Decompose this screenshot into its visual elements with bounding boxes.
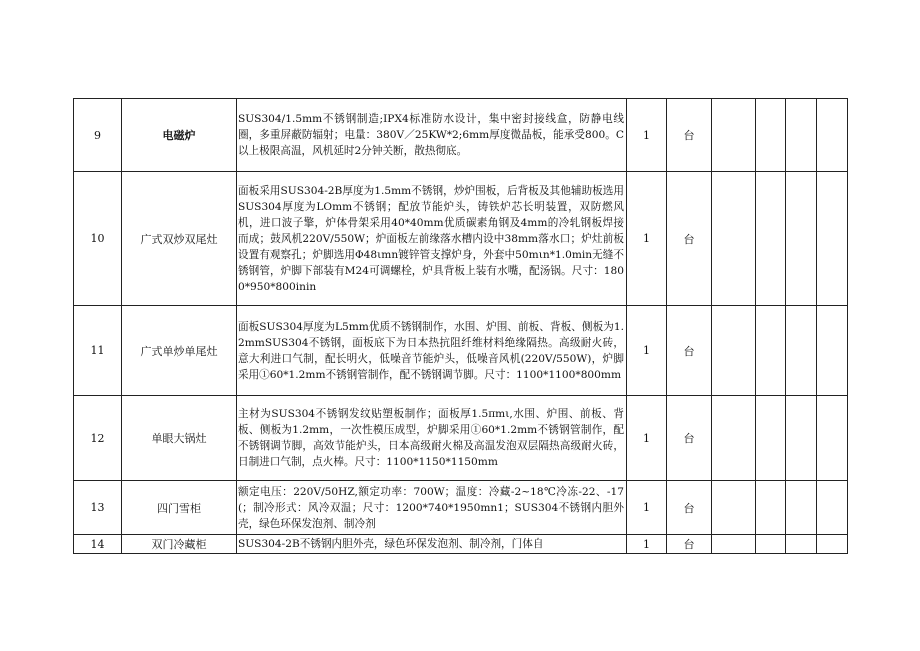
- empty-cell: [786, 481, 817, 535]
- empty-cell: [756, 535, 786, 554]
- item-number: 11: [74, 306, 122, 396]
- equipment-spec-table: [73, 98, 848, 554]
- table-row: [74, 306, 848, 396]
- table-row: [74, 172, 848, 306]
- item-name: 四门雪柜: [122, 481, 237, 535]
- empty-cell: [817, 99, 848, 172]
- item-number: 14: [74, 535, 122, 554]
- item-quantity: 1: [627, 99, 667, 172]
- item-name: 广式双炒双尾灶: [122, 172, 237, 306]
- empty-cell: [786, 172, 817, 306]
- empty-cell: [712, 535, 756, 554]
- empty-cell: [712, 306, 756, 396]
- item-unit: 台: [667, 99, 712, 172]
- item-number: 12: [74, 396, 122, 481]
- empty-cell: [756, 99, 786, 172]
- empty-cell: [712, 99, 756, 172]
- item-description: SUS304/1.5mm不锈钢制造;IPX4标准防水设计，集中密封接线盒，防静电线圈，多重屏蔽防辐射；电量：380V／25KW*2;6mm厚度微晶板，能承受800。C以上极限高温，风机延时2分钟关断，散热彻底。: [237, 99, 627, 172]
- empty-cell: [712, 396, 756, 481]
- empty-cell: [817, 396, 848, 481]
- empty-cell: [817, 481, 848, 535]
- table-row: [74, 396, 848, 481]
- empty-cell: [786, 99, 817, 172]
- item-unit: 台: [667, 172, 712, 306]
- item-number: 10: [74, 172, 122, 306]
- item-description: 面板SUS304厚度为L5mm优质不锈钢制作，水围、炉围、前板、背板、侧板为1.2mmSUS304不锈钢，面板底下为日本热抗阻纤维材料绝缘隔热。高级耐火砖，意大利进口气制，配长明火，低噪音节能炉头，低噪音风机(220V/550W)，炉脚采用①60*1.2mm不锈钢管制作，配不锈钢调节脚。尺寸：1100*1100*800mm: [237, 306, 627, 396]
- empty-cell: [712, 172, 756, 306]
- item-description: 额定电压：220V/50HZ,额定功率：700W；温度：冷藏-2~18℃冷冻-22、-17(；制冷形式：风冷双温；尺寸：1200*740*1950mn1；SUS304不锈钢内胆外壳，绿色环保发泡剂、制冷剂: [237, 481, 627, 535]
- item-number: 9: [74, 99, 122, 172]
- item-quantity: 1: [627, 306, 667, 396]
- item-description: SUS304-2B不锈钢内胆外壳，绿色环保发泡剂、制冷剂，门体自: [237, 535, 627, 554]
- table-row: [74, 535, 848, 554]
- item-description: 主材为SUS304不锈钢发纹贴塑板制作；面板厚1.5πmι,水围、炉围、前板、背板、侧板为1.2mm，一次性模压成型，炉脚采用①60*1.2mm不锈钢管制作，配不锈钢调节脚，高效节能炉头，日本高级耐火棉及高温发泡双层隔热高级耐火砖，日制进口气制，点火棒。尺寸：1100*1150*1150mm: [237, 396, 627, 481]
- item-name: 单眼大锅灶: [122, 396, 237, 481]
- item-quantity: 1: [627, 481, 667, 535]
- empty-cell: [712, 481, 756, 535]
- item-quantity: 1: [627, 535, 667, 554]
- empty-cell: [817, 172, 848, 306]
- empty-cell: [817, 306, 848, 396]
- empty-cell: [786, 396, 817, 481]
- empty-cell: [756, 172, 786, 306]
- table-row: [74, 99, 848, 172]
- empty-cell: [756, 306, 786, 396]
- empty-cell: [756, 396, 786, 481]
- item-unit: 台: [667, 396, 712, 481]
- item-name: 电磁炉: [122, 99, 237, 172]
- item-name: 广式单炒单尾灶: [122, 306, 237, 396]
- item-quantity: 1: [627, 172, 667, 306]
- item-unit: 台: [667, 306, 712, 396]
- item-unit: 台: [667, 481, 712, 535]
- spec-table-container: [73, 98, 848, 554]
- empty-cell: [786, 306, 817, 396]
- item-unit: 台: [667, 535, 712, 554]
- table-row: [74, 481, 848, 535]
- item-description: 面板采用SUS304-2B厚度为1.5mm不锈钢，炒炉围板，后背板及其他辅助板选用SUS304厚度为LOmm不锈钢；配放节能炉头，铸铁炉芯长明装置，双防燃风机，进口波子擎，炉体骨架采用40*40mm优质碳素角钢及4mm的冷轧钢板焊接而成；鼓风机220V/550W；炉面板左前缘落水槽内设中38mm落水口；炉灶前板设置有观察孔；炉脚选用Φ48ιmn镀锌管支撑炉身，外套中50mιn*1.0min无缝不锈钢管，炉脚下部装有M24可调螺栓，炉具背板上装有水嘴，配汤锅。尺寸：1800*950*800inin: [237, 172, 627, 306]
- item-number: 13: [74, 481, 122, 535]
- item-name: 双门冷藏柜: [122, 535, 237, 554]
- empty-cell: [756, 481, 786, 535]
- item-quantity: 1: [627, 396, 667, 481]
- empty-cell: [817, 535, 848, 554]
- empty-cell: [786, 535, 817, 554]
